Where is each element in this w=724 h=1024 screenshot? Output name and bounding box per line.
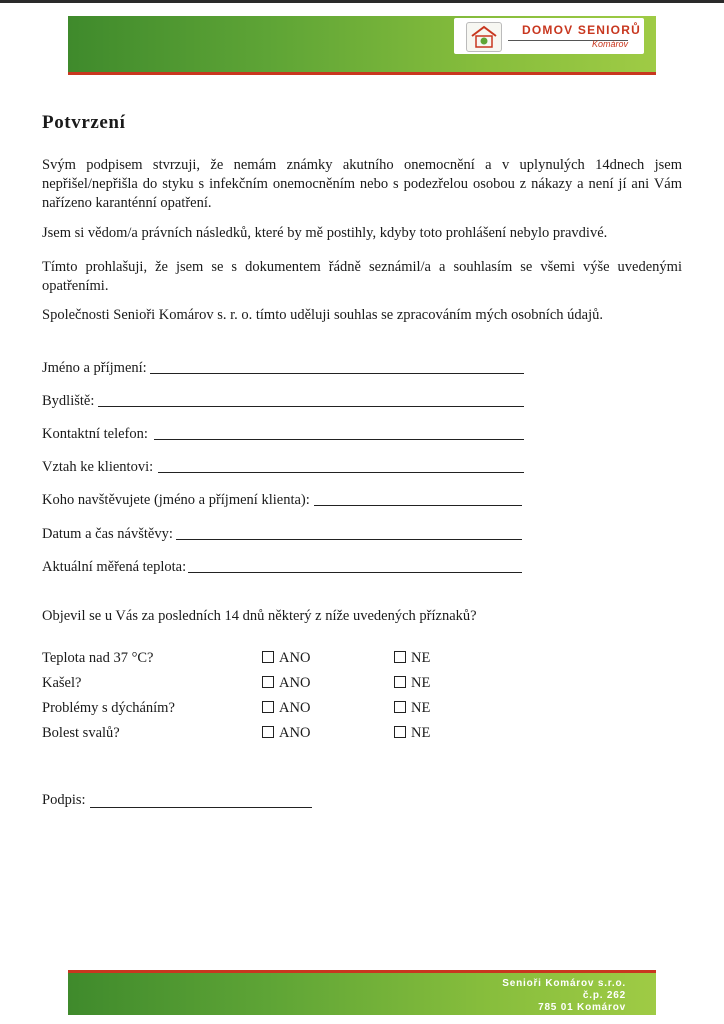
symptom-label-breathing: Problémy s dýcháním? [42, 700, 175, 716]
signature-field[interactable] [90, 807, 312, 808]
field-label-visited-client: Koho navštěvujete (jméno a příjmení klienta): [42, 492, 310, 508]
paragraph-consequences: Jsem si vědom/a právních následků, které by mě postihly, kdyby toto prohlášení nebylo pravdivé. [42, 225, 608, 241]
signature-label: Podpis: [42, 792, 86, 808]
logo-title: DOMOV SENIORŮ [522, 23, 641, 37]
checkbox-icon [262, 676, 274, 688]
footer-address [502, 978, 626, 1014]
cough-yes-checkbox[interactable]: ANO [262, 675, 310, 692]
field-label-name: Jméno a příjmení: [42, 360, 147, 376]
checkbox-icon [394, 651, 406, 663]
field-label-address: Bydliště: [42, 393, 95, 409]
breathing-no-checkbox[interactable]: NE [394, 700, 430, 717]
visited-client-field[interactable] [314, 505, 522, 506]
document-title: Potvrzení [42, 112, 126, 133]
footer-street: č.p. 262 [582, 990, 626, 1001]
footer-company: Senioři Komárov s.r.o. [502, 978, 626, 989]
name-field[interactable] [150, 373, 524, 374]
footer-city: 785 01 Komárov [538, 1002, 626, 1013]
logo [454, 18, 644, 54]
top-border [0, 0, 724, 3]
phone-field[interactable] [154, 439, 524, 440]
field-label-visit-datetime: Datum a čas návštěvy: [42, 526, 173, 542]
breathing-yes-checkbox[interactable]: ANO [262, 700, 310, 717]
field-label-phone: Kontaktní telefon: [42, 426, 148, 442]
checkbox-icon [394, 701, 406, 713]
checkbox-icon [262, 651, 274, 663]
logo-subtitle: Komárov [592, 39, 629, 49]
symptom-label-cough: Kašel? [42, 675, 82, 691]
muscle-pain-no-checkbox[interactable]: NE [394, 725, 430, 742]
paragraph-acknowledgement: Tímto prohlašuji, že jsem se s dokumentem řádně seznámil/a a souhlasím se všemi výše uvedenými opatřeními. [42, 259, 682, 294]
house-icon [466, 22, 502, 52]
cough-no-checkbox[interactable]: NE [394, 675, 430, 692]
footer-banner [68, 970, 656, 1015]
field-label-relation: Vztah ke klientovi: [42, 459, 154, 475]
checkbox-icon [262, 701, 274, 713]
relation-field[interactable] [158, 472, 524, 473]
symptom-label-muscle-pain: Bolest svalů? [42, 725, 120, 741]
checkbox-icon [394, 726, 406, 738]
paragraph-consent: Společnosti Senioři Komárov s. r. o. tímto uděluji souhlas se zpracováním mých osobních údajů. [42, 307, 603, 323]
fever-no-checkbox[interactable]: NE [394, 650, 430, 667]
address-field[interactable] [98, 406, 524, 407]
field-label-temperature: Aktuální měřená teplota: [42, 559, 187, 575]
checkbox-icon [394, 676, 406, 688]
temperature-field[interactable] [188, 572, 522, 573]
checkbox-icon [262, 726, 274, 738]
fever-yes-checkbox[interactable]: ANO [262, 650, 310, 667]
visit-datetime-field[interactable] [176, 539, 522, 540]
muscle-pain-yes-checkbox[interactable]: ANO [262, 725, 310, 742]
symptom-label-fever: Teplota nad 37 °C? [42, 650, 154, 666]
symptoms-question: Objevil se u Vás za posledních 14 dnů některý z níže uvedených příznaků? [42, 608, 477, 624]
paragraph-declaration: Svým podpisem stvrzuji, že nemám známky akutního onemocnění a v uplynulých 14dnech jsem nepřišel/nepřišla do styku s infekčním onemocněním nebo s podezřelou osobou z nákazy a není jí ani Vám nařízeno karanténní opatření. [42, 157, 682, 211]
